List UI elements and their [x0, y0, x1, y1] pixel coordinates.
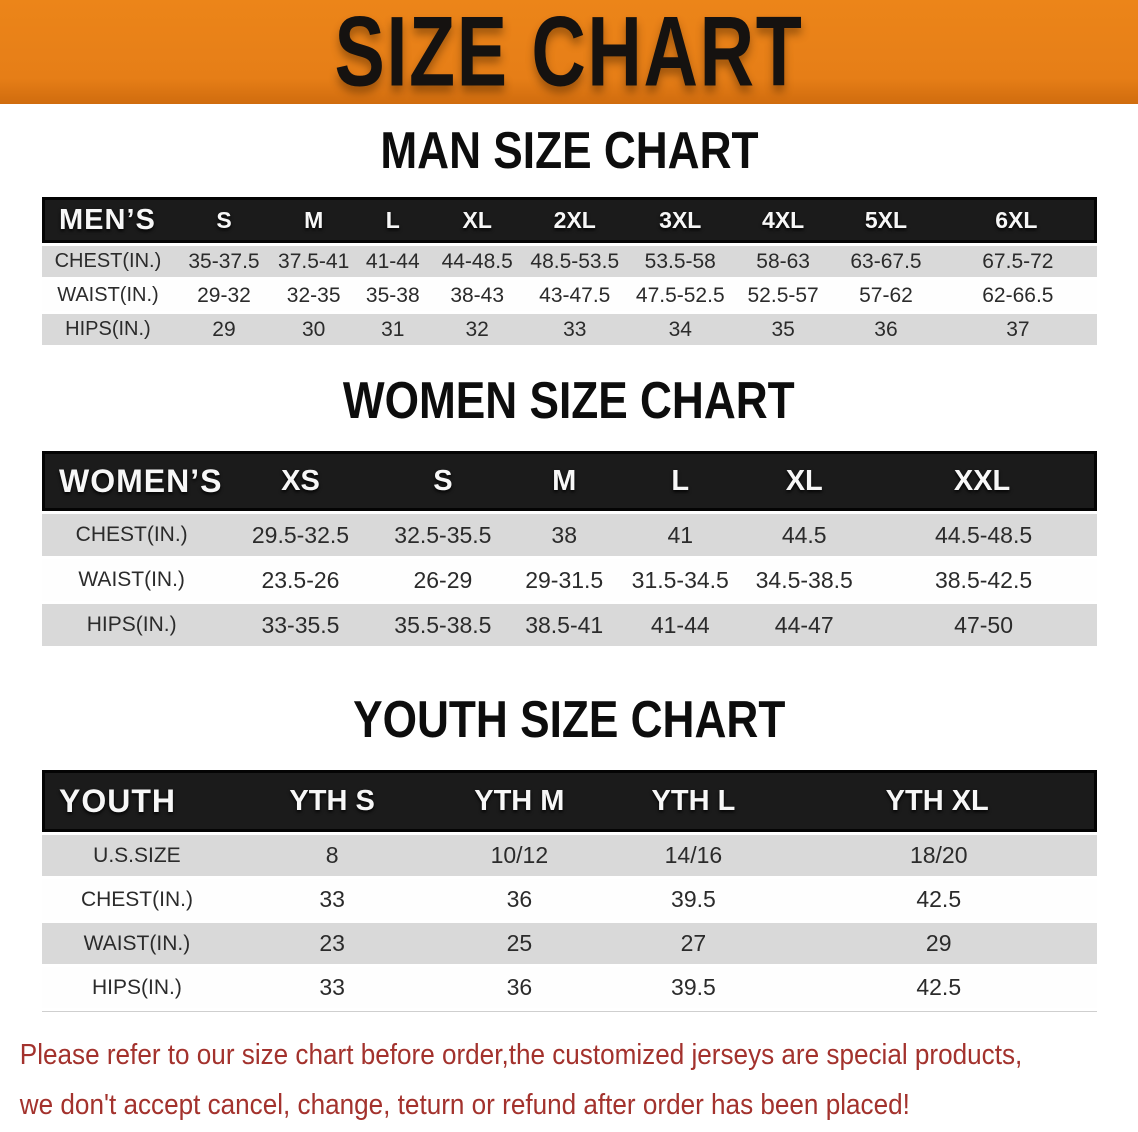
size-value-cell: 38-43 — [432, 280, 522, 311]
size-value-cell: 39.5 — [606, 967, 780, 1008]
size-value-cell: 25 — [432, 923, 606, 964]
size-value-cell: 23.5-26 — [221, 559, 379, 601]
size-column-header: M — [506, 451, 622, 511]
size-value-cell: 14/16 — [606, 835, 780, 876]
size-value-cell: 18/20 — [780, 835, 1097, 876]
size-value-cell: 62-66.5 — [939, 280, 1097, 311]
youth-size-chart-title-text: YOUTH SIZE CHART — [352, 691, 786, 749]
size-value-cell: 33 — [232, 879, 432, 920]
measurement-label: CHEST(IN.) — [42, 514, 221, 556]
size-column-header: L — [622, 451, 738, 511]
disclaimer-line-2: we don't accept cancel, change, teturn or refund after order has been placed! — [19, 1089, 910, 1121]
size-value-cell: 47-50 — [870, 604, 1097, 646]
size-value-cell: 57-62 — [833, 280, 939, 311]
size-value-cell: 35-38 — [353, 280, 432, 311]
size-value-cell: 44-48.5 — [432, 246, 522, 277]
size-column-header: 3XL — [628, 197, 734, 243]
measurement-label: HIPS(IN.) — [42, 604, 221, 646]
size-column-header: L — [353, 197, 432, 243]
women-size-chart-title — [0, 372, 1138, 430]
measurement-label: WAIST(IN.) — [42, 923, 232, 964]
size-value-cell: 29-31.5 — [506, 559, 622, 601]
size-value-cell: 27 — [606, 923, 780, 964]
size-value-cell: 34.5-38.5 — [738, 559, 870, 601]
size-value-cell: 35-37.5 — [174, 246, 274, 277]
measurement-label: WAIST(IN.) — [42, 559, 221, 601]
banner-title: SIZE CHART — [334, 0, 804, 108]
youth-size-chart-title — [0, 691, 1138, 749]
size-value-cell: 32-35 — [274, 280, 353, 311]
size-value-cell: 29 — [174, 314, 274, 345]
size-value-cell: 35 — [733, 314, 833, 345]
measurement-label: U.S.SIZE — [42, 835, 232, 876]
table-row — [42, 879, 1097, 920]
size-value-cell: 36 — [432, 967, 606, 1008]
size-value-cell: 29 — [780, 923, 1097, 964]
table-row — [42, 967, 1097, 1008]
size-column-header: 2XL — [522, 197, 628, 243]
table-row — [42, 604, 1097, 646]
size-column-header: YTH M — [432, 770, 606, 832]
size-value-cell: 29-32 — [174, 280, 274, 311]
size-value-cell: 44.5 — [738, 514, 870, 556]
size-chart-banner — [0, 0, 1138, 108]
measurement-label: HIPS(IN.) — [42, 967, 232, 1008]
size-value-cell: 23 — [232, 923, 432, 964]
size-value-cell: 44-47 — [738, 604, 870, 646]
size-value-cell: 35.5-38.5 — [380, 604, 507, 646]
table-row — [42, 835, 1097, 876]
size-column-header: XL — [432, 197, 522, 243]
size-value-cell: 37 — [939, 314, 1097, 345]
size-value-cell: 42.5 — [780, 879, 1097, 920]
size-value-cell: 41 — [622, 514, 738, 556]
women-size-chart-title-text: WOMEN SIZE CHART — [343, 372, 795, 430]
size-value-cell: 43-47.5 — [522, 280, 628, 311]
size-value-cell: 8 — [232, 835, 432, 876]
women-size-table — [42, 448, 1097, 649]
size-column-header: 5XL — [833, 197, 939, 243]
size-value-cell: 26-29 — [380, 559, 507, 601]
table-row — [42, 923, 1097, 964]
table-row — [42, 246, 1097, 277]
size-column-header: XS — [221, 451, 379, 511]
size-value-cell: 41-44 — [622, 604, 738, 646]
table-group-label: MEN’S — [42, 197, 174, 243]
size-value-cell: 48.5-53.5 — [522, 246, 628, 277]
size-header-row — [42, 770, 1097, 832]
measurement-label: WAIST(IN.) — [42, 280, 174, 311]
size-column-header: 6XL — [939, 197, 1097, 243]
measurement-label: HIPS(IN.) — [42, 314, 174, 345]
size-value-cell: 63-67.5 — [833, 246, 939, 277]
size-value-cell: 38.5-42.5 — [870, 559, 1097, 601]
section-man — [0, 122, 1138, 348]
size-value-cell: 67.5-72 — [939, 246, 1097, 277]
table-group-label: WOMEN’S — [42, 451, 221, 511]
size-value-cell: 33-35.5 — [221, 604, 379, 646]
size-column-header: XXL — [870, 451, 1097, 511]
man-size-chart-title-text: MAN SIZE CHART — [379, 122, 759, 180]
size-value-cell: 10/12 — [432, 835, 606, 876]
men-size-table — [42, 194, 1097, 348]
size-column-header: YTH L — [606, 770, 780, 832]
size-value-cell: 31.5-34.5 — [622, 559, 738, 601]
size-header-row — [42, 197, 1097, 243]
size-column-header: 4XL — [733, 197, 833, 243]
size-value-cell: 33 — [232, 967, 432, 1008]
order-disclaimer — [0, 1030, 1024, 1130]
size-value-cell: 29.5-32.5 — [221, 514, 379, 556]
size-value-cell: 32.5-35.5 — [380, 514, 507, 556]
size-value-cell: 34 — [628, 314, 734, 345]
size-column-header: YTH S — [232, 770, 432, 832]
measurement-label: CHEST(IN.) — [42, 246, 174, 277]
size-value-cell: 38 — [506, 514, 622, 556]
size-header-row — [42, 451, 1097, 511]
size-value-cell: 36 — [432, 879, 606, 920]
size-value-cell: 47.5-52.5 — [628, 280, 734, 311]
size-value-cell: 44.5-48.5 — [870, 514, 1097, 556]
section-youth — [0, 691, 1138, 1012]
size-value-cell: 41-44 — [353, 246, 432, 277]
size-value-cell: 37.5-41 — [274, 246, 353, 277]
size-column-header: M — [274, 197, 353, 243]
table-row — [42, 314, 1097, 345]
table-row — [42, 514, 1097, 556]
man-size-chart-title — [0, 122, 1138, 180]
size-value-cell: 52.5-57 — [733, 280, 833, 311]
size-value-cell: 30 — [274, 314, 353, 345]
size-column-header: S — [380, 451, 507, 511]
size-column-header: XL — [738, 451, 870, 511]
size-column-header: S — [174, 197, 274, 243]
size-value-cell: 38.5-41 — [506, 604, 622, 646]
size-value-cell: 39.5 — [606, 879, 780, 920]
size-value-cell: 53.5-58 — [628, 246, 734, 277]
youth-size-table — [42, 767, 1097, 1012]
disclaimer-line-1: Please refer to our size chart before order,the customized jerseys are special products, — [19, 1039, 1023, 1071]
size-value-cell: 33 — [522, 314, 628, 345]
size-value-cell: 36 — [833, 314, 939, 345]
measurement-label: CHEST(IN.) — [42, 879, 232, 920]
size-value-cell: 58-63 — [733, 246, 833, 277]
size-value-cell: 32 — [432, 314, 522, 345]
table-row — [42, 280, 1097, 311]
table-group-label: YOUTH — [42, 770, 232, 832]
size-column-header: YTH XL — [780, 770, 1097, 832]
size-value-cell: 42.5 — [780, 967, 1097, 1008]
table-row — [42, 559, 1097, 601]
section-women — [0, 372, 1138, 649]
size-value-cell: 31 — [353, 314, 432, 345]
